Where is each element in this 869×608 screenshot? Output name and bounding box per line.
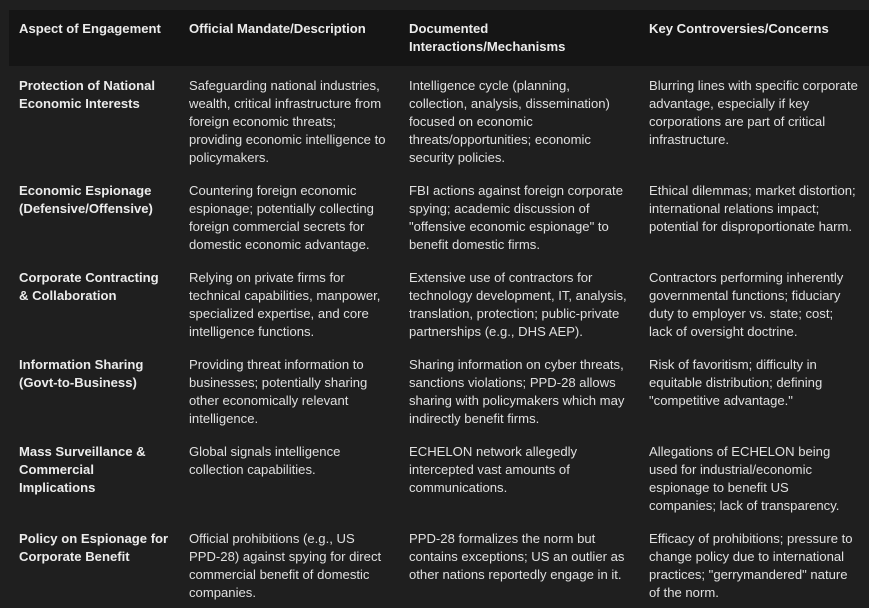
table-row [9, 66, 869, 172]
table-row [9, 520, 869, 607]
cell-concerns: Blurring lines with specific corporate advantage, especially if key corporations are part of critical infrastructure. [649, 78, 858, 147]
cell-interactions: ECHELON network allegedly intercepted vast amounts of communications. [409, 444, 578, 495]
cell-aspect: Policy on Espionage for Corporate Benefit [19, 531, 169, 564]
comparison-table-container [9, 10, 869, 598]
cell-mandate: Providing threat information to businesses; potentially sharing other economically relevant intelligence. [189, 357, 368, 426]
table-row [9, 346, 869, 433]
cell-aspect: Information Sharing (Govt-to-Business) [19, 357, 144, 390]
cell-interactions: PPD-28 formalizes the norm but contains exceptions; US an outlier as other nations reportedly engage in it. [409, 531, 625, 582]
cell-mandate: Safeguarding national industries, wealth, critical infrastructure from foreign economic threats; providing economic intelligence to policymakers. [189, 78, 386, 165]
cell-interactions: Sharing information on cyber threats, sanctions violations; PPD-28 allows sharing with policymakers which may indirectly benefit firms. [409, 357, 625, 426]
cell-aspect: Corporate Contracting & Collaboration [19, 270, 159, 303]
cell-concerns: Efficacy of prohibitions; pressure to change policy due to international practices; "gerrymandered" nature of the norm. [649, 531, 853, 600]
cell-mandate: Relying on private firms for technical capabilities, manpower, specialized expertise, and core intelligence functions. [189, 270, 381, 339]
header-concerns: Key Controversies/Concerns [639, 10, 869, 66]
cell-concerns: Ethical dilemmas; market distortion; international relations impact; potential for disproportionate harm. [649, 183, 856, 234]
cell-interactions: FBI actions against foreign corporate spying; academic discussion of "offensive economic espionage" to benefit domestic firms. [409, 183, 623, 252]
table-header [9, 10, 869, 66]
header-mandate: Official Mandate/Description [179, 10, 399, 66]
cell-mandate: Countering foreign economic espionage; potentially collecting foreign commercial secrets for domestic economic advantage. [189, 183, 374, 252]
cell-aspect: Protection of National Economic Interests [19, 78, 156, 111]
cell-mandate: Official prohibitions (e.g., US PPD-28) against spying for direct commercial benefit of domestic companies. [189, 531, 382, 600]
header-aspect: Aspect of Engagement [9, 10, 179, 66]
header-row [9, 10, 869, 66]
table-body [9, 66, 869, 607]
cell-interactions: Intelligence cycle (planning, collection, analysis, dissemination) focused on economic threats/opportunities; economic security policies. [409, 78, 610, 165]
cell-aspect: Economic Espionage (Defensive/Offensive) [19, 183, 153, 216]
table-row [9, 259, 869, 346]
cell-mandate: Global signals intelligence collection capabilities. [189, 444, 341, 477]
table-row [9, 433, 869, 520]
cell-interactions: Extensive use of contractors for technology development, IT, analysis, translation, protection; public-private partnerships (e.g., DHS AEP). [409, 270, 627, 339]
cell-concerns: Contractors performing inherently governmental functions; fiduciary duty to employer vs. state; cost; lack of oversight doctrine. [649, 270, 844, 339]
cell-concerns: Risk of favoritism; difficulty in equitable distribution; defining "competitive advantage." [649, 357, 823, 408]
table-row [9, 172, 869, 259]
cell-aspect: Mass Surveillance & Commercial Implications [19, 444, 146, 495]
cell-concerns: Allegations of ECHELON being used for industrial/economic espionage to benefit US companies; lack of transparency. [649, 444, 840, 513]
header-interactions: Documented Interactions/Mechanisms [399, 10, 639, 66]
comparison-table [9, 10, 869, 607]
